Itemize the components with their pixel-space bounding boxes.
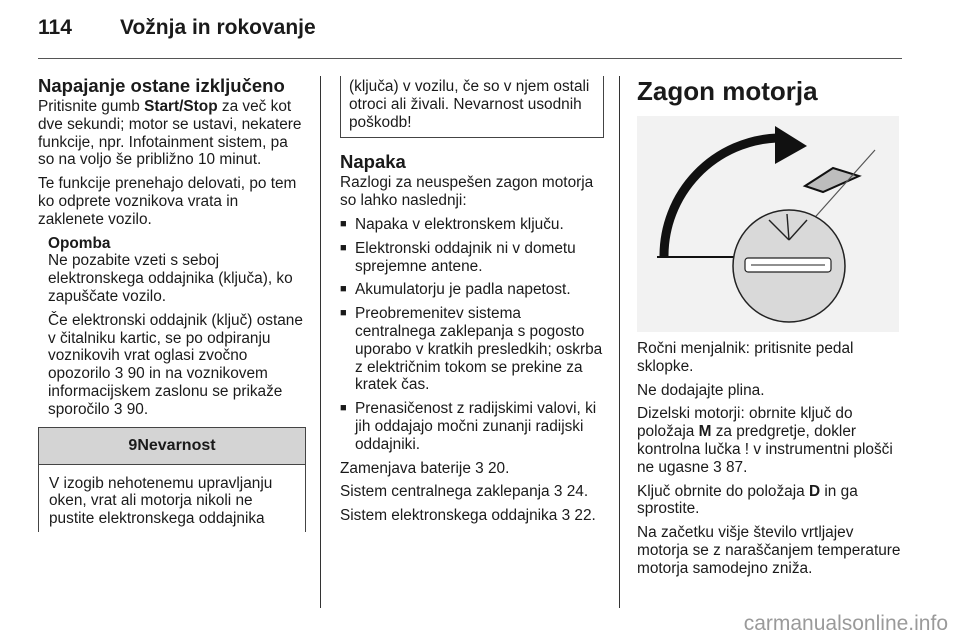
site-watermark: carmanualsonline.info [743, 612, 948, 635]
paragraph: Ključ obrnite do položaja D in ga sprostite. [637, 482, 858, 518]
ignition-key-illustration [637, 116, 899, 332]
fault-reasons-list [340, 216, 604, 454]
column-2 [340, 76, 604, 531]
paragraph: Na začetku višje število vrtljajev motorja se z naraščanjem temperature motorja samodejno zniža. [637, 524, 901, 577]
section-heading-engine-start: Zagon motorja [637, 76, 818, 106]
section-heading-fault: Napaka [340, 151, 406, 173]
header-divider [38, 58, 902, 59]
section-heading-power-off: Napajanje ostane izključeno [38, 75, 285, 96]
paragraph: Te funkcije prenehajo delovati, po tem ko odprete voznikova vrata in zaklenete vozilo. [38, 175, 297, 228]
list-item: ■ Preobremenitev sistema centralnega zaklepanja s pogosto uporabo v kratkih presledkih; oskrba z električnim tokom se prekine za kratek čas. [340, 305, 604, 394]
start-stop-term: Start/Stop [144, 98, 218, 115]
paragraph: Ne dodajajte plina. [637, 381, 765, 399]
column-3 [637, 76, 902, 584]
paragraph: Ročni menjalnik: pritisnite pedal sklopke. [637, 340, 854, 375]
note-title: Opomba [48, 234, 111, 252]
cross-reference: Sistem centralnega zaklepanja 3 24. [340, 483, 589, 501]
paragraph: Pritisnite gumb Start/Stop za več kot dve sekundi; motor se ustavi, nekatere funkcije, npr. Infotainment sistem, pa so na voljo še približno 10 minut. [38, 98, 302, 169]
column-divider-2 [619, 76, 620, 608]
glow-plug-indicator-icon: ! [744, 440, 750, 458]
position-d-term: D [808, 482, 821, 500]
warning-title: Nevarnost [137, 436, 216, 454]
paragraph: Dizelski motorji: obrnite ključ do položaja M za predgretje, dokler kontrolna lučka ! v instrumentni plošči ne ugasne 3 87. [637, 405, 893, 476]
list-item: ■ Elektronski oddajnik ni v dometu sprejemne antene. [340, 240, 604, 276]
cross-reference: Zamenjava baterije 3 20. [340, 459, 510, 477]
page-number: 114 [38, 16, 72, 39]
note-paragraph: Če elektronski oddajnik (ključ) ostane v čitalniku kartic, se po odpiranju voznikovih vrat oglasi zvočno opozorilo 3 90 in na voznikovem informacijskem zaslonu se prikaže sporočilo 3 90. [48, 311, 303, 418]
page-header [38, 16, 902, 56]
warning-box [38, 427, 306, 532]
chapter-title: Vožnja in rokovanje [120, 16, 316, 39]
warning-text: V izogib nehotenemu upravljanju oken, vrat ali motorja nikoli ne pustite elektronskega oddajnika [49, 474, 273, 528]
note-block [48, 235, 306, 419]
note-paragraph: Ne pozabite vzeti s seboj elektronskega oddajnika (ključa), ko zapuščate vozilo. [48, 252, 293, 305]
list-item: ■ Akumulatorju je padla napetost. [340, 281, 604, 299]
cross-reference: Sistem elektronskega oddajnika 3 22. [340, 507, 596, 525]
position-m-term: M [698, 423, 712, 441]
warning-header [39, 428, 305, 465]
column-1 [38, 76, 306, 532]
list-item: ■ Prenasičenost z radijskimi valovi, ki jih oddajajo močni zunanji radijski oddajniki. [340, 400, 604, 453]
paragraph: Razlogi za neuspešen zagon motorja so lahko naslednji: [340, 174, 594, 210]
column-divider-1 [320, 76, 321, 608]
warning-triangle-icon: 9 [128, 436, 138, 454]
warning-box-continued: (ključa) v vozilu, če so v njem ostali otroci ali živali. Nevarnost usodnih poškodb! [340, 76, 604, 138]
list-item: ■ Napaka v elektronskem ključu. [340, 216, 604, 234]
